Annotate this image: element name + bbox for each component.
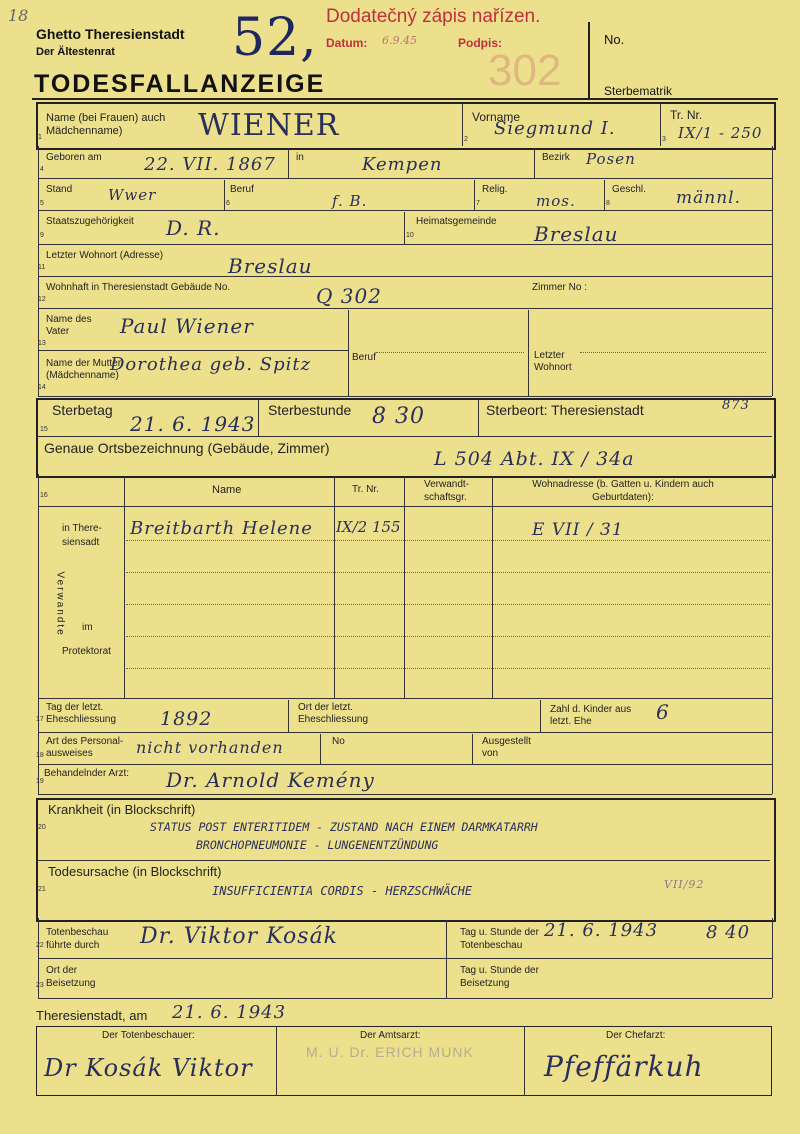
doctor-stamp: M. U. Dr. ERICH MUNK — [306, 1044, 474, 1060]
ursache-label: Todesursache (in Blockschrift) — [48, 864, 222, 879]
stamp-number: 302 — [488, 46, 562, 95]
rel-name-value: Breitbarth Helene — [130, 518, 313, 539]
vater-label: Name des Vater — [46, 314, 92, 337]
genau-value: L 504 Abt. IX / 34a — [434, 448, 635, 470]
bezirk-label: Bezirk — [542, 152, 570, 163]
relig-label: Relig. — [482, 184, 508, 195]
genau-label: Genaue Ortsbezeichnung (Gebäude, Zimmer) — [44, 440, 330, 456]
wohnort-value: Breslau — [228, 254, 313, 278]
heimat-value: Breslau — [534, 222, 619, 246]
sterbestunde-value: 8 30 — [372, 404, 425, 429]
ausweis-value: nicht vorhanden — [136, 738, 284, 757]
arzt-value: Dr. Arnold Kemény — [166, 768, 375, 792]
no-label: No. — [604, 32, 625, 47]
ausweis-no-label: No — [332, 736, 345, 747]
geschl-label: Geschl. — [612, 184, 646, 195]
zimmer-label: Zimmer No : — [532, 282, 587, 293]
chefarzt-label: Der Chefarzt: — [606, 1030, 666, 1041]
geschl-value: männl. — [676, 188, 741, 208]
vater-value: Paul Wiener — [120, 314, 254, 338]
stand-label: Stand — [46, 184, 73, 195]
bezirk-value: Posen — [586, 150, 636, 168]
beisetzung-ort-label: Ort der Beisetzung — [46, 965, 96, 989]
beschau-value: Dr. Viktor Kosák — [140, 924, 339, 949]
sterbeort-label: Sterbeort: Theresienstadt — [486, 402, 644, 418]
ghetto-name: Ghetto Theresienstadt — [36, 26, 185, 42]
form-number: 52, — [232, 8, 318, 68]
beschau-time: 8 40 — [706, 922, 751, 943]
in-there-label: in There-siensadt — [62, 523, 102, 548]
krank-line1: STATUS POST ENTERITIDEM - ZUSTAND NACH EINEM DARMKATARRH — [150, 820, 538, 834]
geboren-label: Geboren am — [46, 152, 102, 163]
podpis-label: Podpis: — [458, 36, 502, 50]
sterbestunde-label: Sterbestunde — [268, 402, 352, 418]
in-label: in — [296, 152, 304, 163]
ausgestellt-label: Ausgestellt von — [482, 736, 531, 759]
staat-label: Staatszugehörigkeit — [46, 216, 134, 227]
staat-value: D. R. — [166, 216, 221, 240]
mutter-label: Name der Mutter (Mädchenname) — [46, 358, 122, 381]
rel-name-label: Name — [212, 484, 242, 496]
im-label: im — [82, 622, 93, 633]
heimat-label: Heimatsgemeinde — [416, 216, 497, 227]
krank-label: Krankheit (in Blockschrift) — [48, 802, 196, 817]
form-title: TODESFALLANZEIGE — [34, 70, 326, 98]
place-date: 21. 6. 1943 — [172, 1002, 287, 1023]
rel-trnr-label: Tr. Nr. — [352, 484, 379, 495]
relig-value: mos. — [536, 192, 576, 210]
place-label: Theresienstadt, am — [36, 1008, 148, 1023]
beschauer-sig: Dr Kosák Viktor — [44, 1054, 253, 1082]
trnr-label: Tr. Nr. — [670, 108, 703, 122]
sterbetag-value: 21. 6. 1943 — [130, 412, 256, 436]
ehe-tag-value: 1892 — [160, 708, 213, 730]
beruf-value: f. B. — [332, 192, 368, 210]
rel-side-label: Verwandte — [54, 571, 66, 637]
beschau-label: Totenbeschau führte durch — [46, 927, 109, 951]
beschauer-label: Der Totenbeschauer: — [102, 1030, 195, 1041]
ausweis-label: Art des Personal-ausweises — [46, 736, 124, 759]
rel-trnr-value: IX/2 155 — [336, 518, 401, 536]
arzt-label: Behandelnder Arzt: — [44, 768, 130, 779]
margin-mark: 18 — [8, 6, 29, 25]
in-value: Kempen — [362, 154, 443, 175]
vorname-label: Vorname — [472, 110, 521, 124]
ehe-tag-label: Tag der letzt. Eheschliessung — [46, 702, 117, 725]
ehe-ort-label: Ort der letzt. Eheschliessung — [298, 702, 369, 725]
geboren-value: 22. VII. 1867 — [144, 154, 276, 175]
mutter-value: Dorothea geb. Spitz — [110, 354, 312, 375]
protektorat-label: Protektorat — [62, 646, 111, 657]
amtsarzt-label: Der Amtsarzt: — [360, 1030, 421, 1041]
krank-line2: BRONCHOPNEUMONIE - LUNGENENTZÜNDUNG — [196, 838, 439, 852]
kinder-label: Zahl d. Kinder aus letzt. Ehe — [550, 704, 632, 727]
wohnhaft-label: Wohnhaft in Theresienstadt Gebäude No. — [46, 282, 231, 293]
beschau-tag-value: 21. 6. 1943 — [544, 920, 659, 941]
rel-wohn-label: Wohnadresse (b. Gatten u. Kindern auch Geburtdaten): — [532, 479, 714, 503]
vorname-value: Siegmund I. — [494, 118, 616, 139]
chefarzt-sig: Pfeffärkuh — [544, 1050, 704, 1083]
ursache-mark: VII/92 — [664, 878, 705, 891]
beruf-label: Beruf — [230, 184, 254, 195]
czech-note: Dodatečný zápis nařízen. — [326, 6, 541, 27]
wohnort-label: Letzter Wohnort (Adresse) — [46, 250, 164, 261]
ursache-value: INSUFFICIENTIA CORDIS - HERZSCHWÄCHE — [212, 884, 473, 898]
kinder-value: 6 — [656, 700, 670, 724]
beruf2-label: Beruf — [352, 352, 376, 363]
death-notice-form: 18 Ghetto Theresienstadt Der Ältestenrat TODESFALLANZEIGE 52, Dodatečný zápis nařízen. Datum: 6.9.45 Podpis: 302 No. Sterbematrik Name (bei Frauen) auch Mädchenname) WIENER Vorname Siegmund I. Tr. Nr. IX/1 - 250 1 2 3 Geboren am 22. VII. 1867 in Kempen Bezirk Posen 4 Stand Wwer Beruf f. B. Relig. mos. Geschl. männl. 5 6 7 8 Staatszugehörigkeit D. R. Heimatsgemeinde Breslau 9 10 Letzter Wohnort (Adresse) Breslau 11 Wohnhaft in Theresienstadt Gebäude No. Q 302 Zimmer No : 12 Name des Vater Paul Wiener 13 Name der Mutter (Mädchenname) Dorothea geb. Spitz 14 Beruf Letzter Wohnort Sterbetag 21. 6. 1943 Sterbestunde 8 30 Sterbeort: Theresienstadt 873 15 Genaue Ortsbezeichnung (Gebäude, Zimmer) L 504 Abt. IX / 34a 16 Name Tr. Nr. Verwandt-schaftsgr. Wohnadresse (b. Gatten u. Kindern auch Geburtdaten): Verwandte in There-siensadt im Protektorat Breitbarth Helene IX/2 155 E VII / 31 Tag der letzt. Eheschliessung 1892 Ort der letzt. Eheschliessung Zahl d. Kinder aus letzt. Ehe 6 17 Art des Personal-ausweises nicht vorhanden No Ausgestellt von 18 Behandelnder Arzt: Dr. Arnold Kemény 19 Krankheit (in Blockschrift) STATUS POST ENTERITIDEM - ZUSTAND NACH EINEM DARMKATARRH BRONCHOPNEUMONIE - LUNGENENTZÜNDUNG 20 Todesursache (in Blockschrift) INSUFFICIENTIA CORDIS - HERZSCHWÄCHE VII/92 21 Totenbeschau führte durch Dr. Viktor Kosák 22 Tag u. Stunde der Totenbeschau 21. 6. 1943 8 40 Ort der Beisetzung 23 Tag u. Stunde der Beisetzung Theresienstadt, am 21. 6. 1943 Der Totenbeschauer: Dr Kosák Viktor Der Amtsarzt: M. U. Dr. ERICH MUNK Der Chefarzt: Pfeffärkuh — [0, 0, 800, 1134]
wohnhaft-value: Q 302 — [316, 284, 382, 308]
sterbeort-mark: 873 — [722, 398, 750, 413]
letzter-wohnort-label: Letzter Wohnort — [534, 350, 572, 373]
datum-value: 6.9.45 — [382, 34, 417, 47]
rel-wohn-value: E VII / 31 — [532, 520, 624, 540]
beisetzung-tag-label: Tag u. Stunde der Beisetzung — [460, 965, 539, 989]
stand-value: Wwer — [108, 186, 157, 204]
name-label: Name (bei Frauen) auch Mädchenname) — [46, 112, 166, 137]
sterbematrik-label: Sterbematrik — [604, 84, 673, 98]
name-value: WIENER — [198, 108, 340, 143]
council-name: Der Ältestenrat — [36, 46, 115, 58]
sterbetag-label: Sterbetag — [52, 402, 113, 418]
trnr-value: IX/1 - 250 — [678, 124, 763, 142]
beschau-tag-label: Tag u. Stunde der Totenbeschau — [460, 927, 539, 951]
datum-label: Datum: — [326, 36, 368, 50]
rel-verw-label: Verwandt-schaftsgr. — [424, 479, 470, 503]
